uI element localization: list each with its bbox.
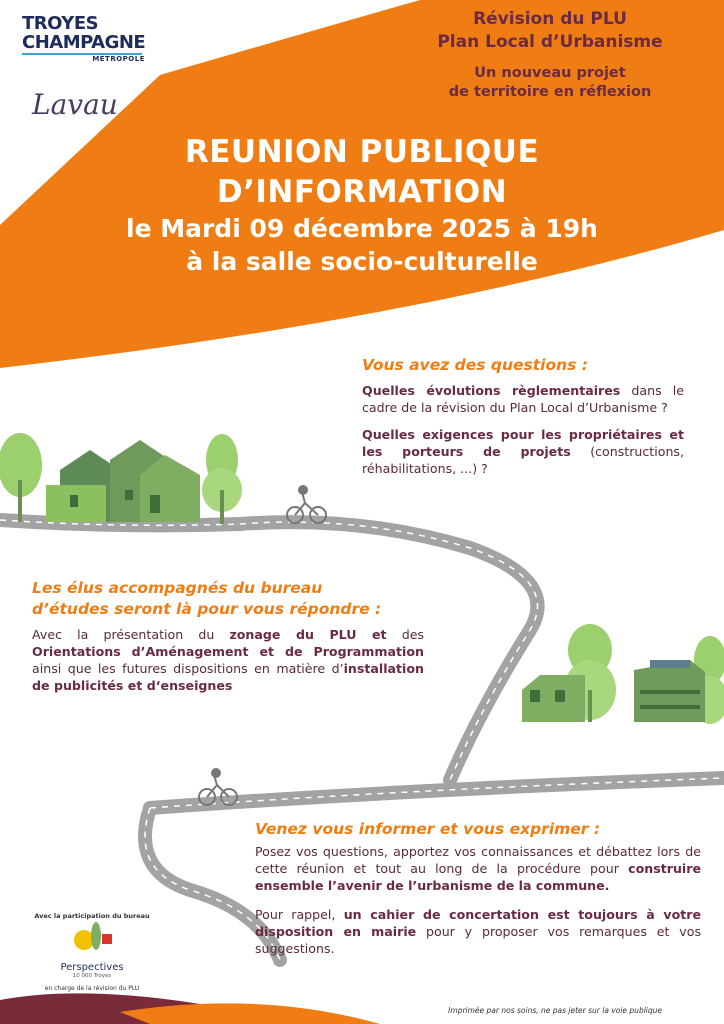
main-title — [40, 132, 684, 278]
elus-heading-line2: d’études seront là pour vous répondre : — [32, 600, 382, 618]
village-right — [522, 624, 724, 724]
title-line1: REUNION PUBLIQUE — [184, 134, 540, 170]
venez-p2-text2: pour y proposer vos remarques et vos suggestions. — [255, 924, 702, 956]
elus-t3: ainsi que les futures dispositions en matière d’ — [32, 661, 344, 676]
logo-line2: CHAMPAGNE — [22, 32, 146, 53]
q1-rest: dans le cadre de la révision du Plan Local d’Urbanisme ? — [362, 383, 684, 415]
questions-section — [362, 356, 684, 487]
elus-t2: des — [386, 627, 424, 642]
q2-bold: Quelles exigences pour les propriétaires et les porteurs de projets — [362, 427, 684, 459]
lavau-logo: Lavau — [32, 88, 118, 121]
question-1 — [362, 382, 684, 416]
title-line2: D’INFORMATION — [216, 174, 508, 210]
q1-bold: Quelles évolutions règlementaires — [362, 383, 621, 398]
q2-rest: (constructions, réhabilitations, ...) ? — [362, 444, 684, 476]
venez-p2-text1: Pour rappel, — [255, 907, 344, 922]
partner-caption2: en charge de la révision du PLU — [44, 985, 140, 992]
venez-p1-text: Posez vos questions, apportez vos connaissances et débattez lors de cette réunion et tout au long de la procédure pour — [255, 844, 701, 876]
elus-b2: Orientations d’Aménagement et de Programmation — [32, 644, 424, 659]
elus-heading-line1: Les élus accompagnés du bureau — [32, 579, 323, 597]
partner-sub: 10 000 Troyes — [72, 973, 112, 979]
elus-heading — [32, 578, 424, 620]
elus-section — [32, 578, 424, 694]
elus-b3: installation de publicités et d‘enseignes — [32, 661, 424, 693]
footer-note: Imprimée par nos soins, ne pas jeter sur la voie publique — [448, 1006, 662, 1015]
venez-p2-bold: un cahier de concertation est toujours à votre disposition en mairie — [255, 907, 702, 939]
perspectives-icon — [62, 920, 122, 956]
venez-p2 — [255, 906, 701, 957]
partner-name: Perspectives — [60, 962, 124, 973]
title-place: à la salle socio-culturelle — [186, 247, 538, 276]
elus-text — [32, 626, 424, 694]
venez-heading: Venez vous informer et vous exprimer : — [255, 820, 601, 838]
partner-caption: Avec la participation du bureau — [34, 912, 150, 920]
venez-p1 — [255, 843, 701, 894]
title-date: le Mardi 09 décembre 2025 à 19h — [126, 214, 598, 243]
partner-logo — [32, 912, 152, 992]
elus-b1: zonage du PLU et — [229, 627, 387, 642]
header-title-line2: Plan Local d’Urbanisme — [437, 32, 663, 52]
header-plu — [400, 8, 700, 102]
questions-heading: Vous avez des questions : — [362, 356, 588, 374]
venez-p1-bold: construire ensemble l’avenir de l’urbanisme de la commune. — [255, 861, 701, 893]
logo-line3: MÉTROPOLE — [92, 55, 145, 63]
question-2 — [362, 426, 684, 477]
header-subtitle-line2: de territoire en réflexion — [448, 84, 652, 100]
header-subtitle-line1: Un nouveau projet — [474, 65, 626, 81]
logo-line1: TROYES — [22, 13, 99, 34]
elus-t1: Avec la présentation du — [32, 627, 230, 642]
troyes-champagne-logo — [22, 14, 147, 63]
header-title-line1: Révision du PLU — [473, 9, 627, 29]
venez-section — [255, 820, 701, 969]
village-left — [0, 433, 242, 524]
